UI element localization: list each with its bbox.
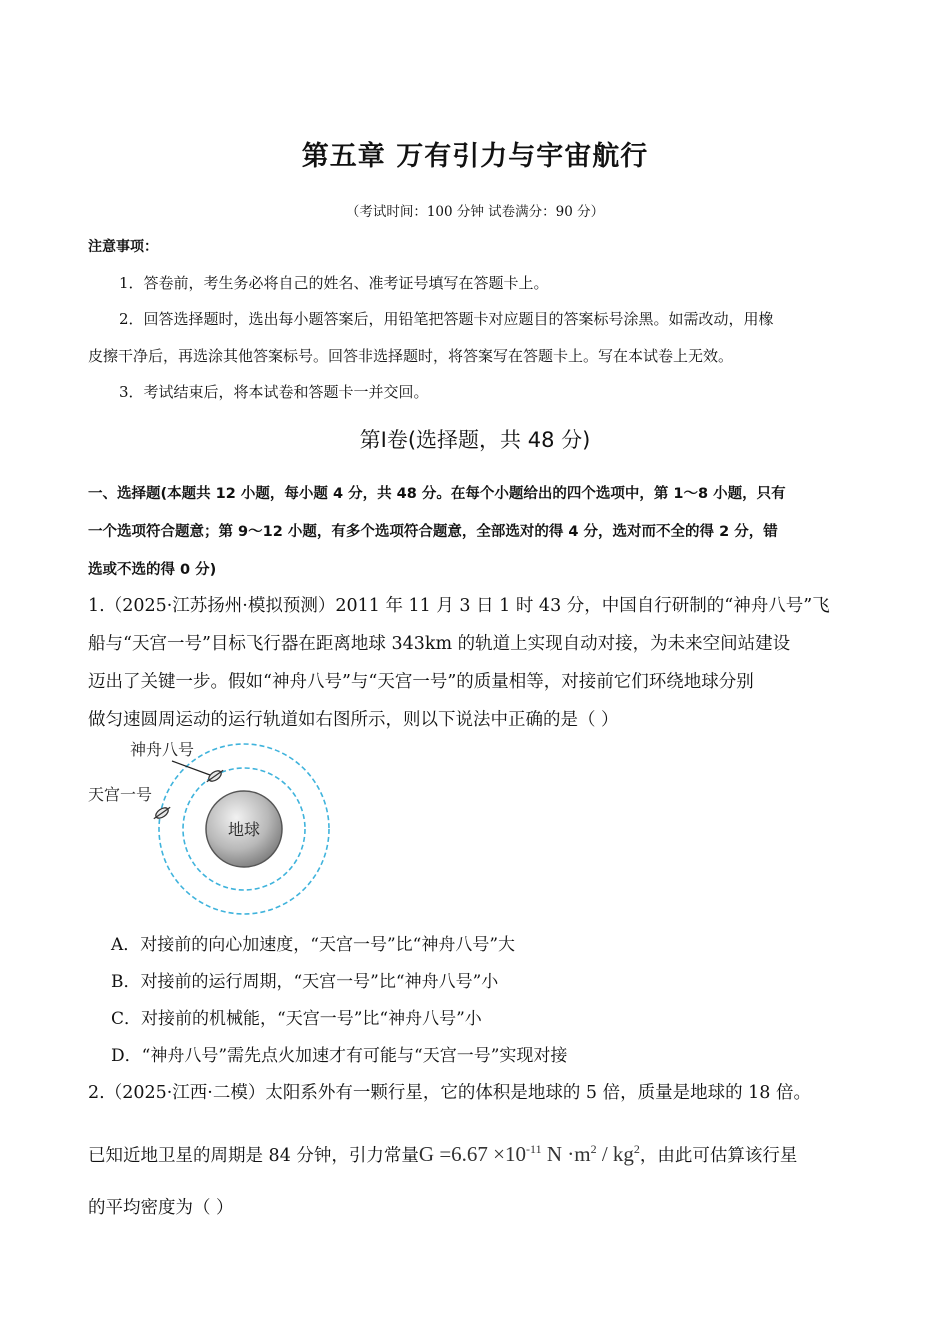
orbit-diagram [80, 735, 350, 920]
shenzhou-pointer [172, 761, 210, 775]
q2-line-2-text-before: 已知近地卫星的周期是 84 分钟，引力常量 [88, 1146, 419, 1166]
q1-option-a: A．对接前的向心加速度，“天宫一号”比“神舟八号”大 [111, 935, 516, 955]
section-title: 第Ⅰ卷(选择题，共 48 分) [359, 428, 591, 452]
q1-option-c: C．对接前的机械能，“天宫一号”比“神舟八号”小 [111, 1009, 482, 1029]
q1-line-3: 迈出了关键一步。假如“神舟八号”与“天宫一号”的质量相等，对接前它们环绕地球分别 [88, 672, 754, 692]
gravitational-constant-formula [419, 1142, 640, 1166]
instructions-line-2: 一个选项符合题意；第 9～12 小题，有多个选项符合题意，全部选对的得 4 分，选对而不全的得 2 分，错 [88, 524, 778, 540]
shenzhou-label: 神舟八号 [130, 740, 195, 759]
notice-heading: 注意事项： [88, 239, 158, 255]
notice-item-3: 3．考试结束后，将本试卷和答题卡一并交回。 [119, 383, 429, 401]
formula-exponent: -11 [526, 1142, 542, 1156]
formula-unit-exponent-1: 2 [590, 1142, 597, 1156]
instructions-line-1: 一、选择题(本题共 12 小题，每小题 4 分，共 48 分。在每个小题给出的四个选项中，第 1～8 小题，只有 [88, 486, 786, 502]
earth-label: 地球 [227, 820, 261, 839]
formula-unit-mid: / kg [596, 1142, 634, 1166]
formula-unit: N ·m [541, 1142, 591, 1166]
shenzhou-spacecraft-icon [205, 767, 226, 785]
q2-line-2-text-after: ，由此可估算该行星 [639, 1146, 798, 1166]
formula-unit-exponent-2: 2 [633, 1142, 640, 1156]
exam-info: （考试时间：100 分钟 试卷满分：90 分） [345, 204, 605, 220]
notice-item-2-line-1: 2．回答选择题时，选出每小题答案后，用铅笔把答题卡对应题目的答案标号涂黑。如需改动，用橡 [119, 310, 774, 328]
q2-line-2 [88, 1142, 797, 1167]
q1-line-1: 1.（2025·江苏扬州·模拟预测）2011 年 11 月 3 日 1 时 43 分，中国自行研制的“神舟八号”飞 [88, 596, 830, 616]
instructions-line-3: 选或不选的得 0 分) [88, 562, 217, 578]
q2-line-1: 2.（2025·江西·二模）太阳系外有一颗行星，它的体积是地球的 5 倍，质量是地球的 18 倍。 [88, 1083, 812, 1103]
notice-item-1: 1．答卷前，考生务必将自己的姓名、准考证号填写在答题卡上。 [119, 274, 549, 292]
notice-item-2-line-2: 皮擦干净后，再选涂其他答案标号。回答非选择题时，将答案写在答题卡上。写在本试卷上无效。 [88, 347, 734, 365]
q1-option-d: D．“神舟八号”需先点火加速才有可能与“天宫一号”实现对接 [111, 1046, 568, 1066]
formula-main: G =6.67 ×10 [418, 1142, 527, 1166]
q2-line-3: 的平均密度为（ ） [88, 1198, 234, 1218]
q1-line-2: 船与“天宫一号”目标飞行器在距离地球 343km 的轨道上实现自动对接，为未来空间站建设 [88, 634, 791, 654]
q1-option-b: B．对接前的运行周期，“天宫一号”比“神舟八号”小 [111, 972, 499, 992]
tiangong-label: 天宫一号 [88, 785, 153, 804]
q1-line-4: 做匀速圆周运动的运行轨道如右图所示，则以下说法中正确的是（ ） [88, 710, 619, 730]
chapter-title: 第五章 万有引力与宇宙航行 [301, 141, 649, 172]
